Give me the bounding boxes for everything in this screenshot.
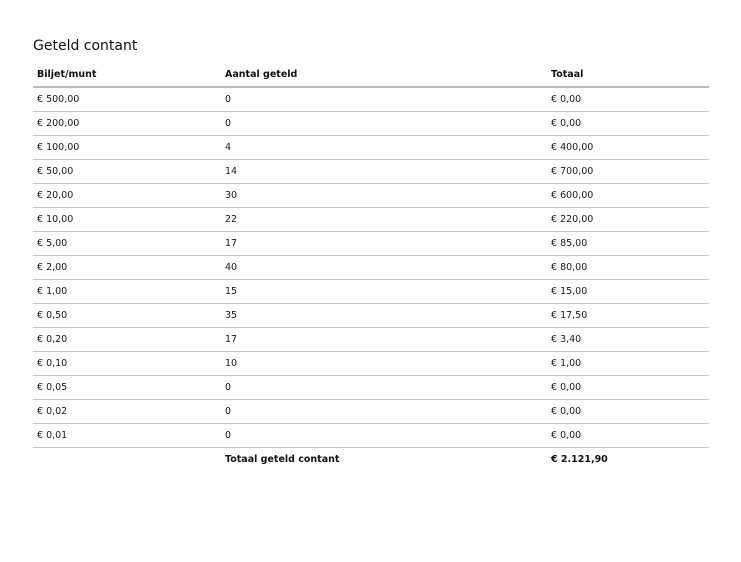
total-cell: € 0,00 (547, 400, 709, 424)
count-cell: 17 (221, 328, 547, 352)
total-cell: € 3,40 (547, 328, 709, 352)
table-header-row (33, 63, 709, 87)
table-row (33, 424, 709, 448)
total-cell: € 600,00 (547, 184, 709, 208)
total-label: Totaal geteld contant (225, 454, 340, 465)
table-row (33, 136, 709, 160)
denomination-cell: € 2,00 (33, 256, 221, 280)
count-cell: 0 (221, 424, 547, 448)
total-row (33, 448, 709, 472)
table-row (33, 280, 709, 304)
count-cell: 4 (221, 136, 547, 160)
denomination-cell: € 200,00 (33, 112, 221, 136)
total-cell: € 0,00 (547, 424, 709, 448)
count-cell: 0 (221, 400, 547, 424)
column-header-denomination: Biljet/munt (33, 63, 221, 87)
total-cell: € 400,00 (547, 136, 709, 160)
table-row (33, 352, 709, 376)
table-row (33, 304, 709, 328)
denomination-cell: € 0,02 (33, 400, 221, 424)
table-row (33, 400, 709, 424)
table-row (33, 256, 709, 280)
count-cell: 30 (221, 184, 547, 208)
count-cell: 0 (221, 112, 547, 136)
table-row (33, 184, 709, 208)
total-cell: € 700,00 (547, 160, 709, 184)
count-cell: 17 (221, 232, 547, 256)
count-cell: 22 (221, 208, 547, 232)
denomination-cell: € 1,00 (33, 280, 221, 304)
denomination-cell: € 0,50 (33, 304, 221, 328)
denomination-cell: € 0,01 (33, 424, 221, 448)
denomination-cell: € 5,00 (33, 232, 221, 256)
count-cell: 35 (221, 304, 547, 328)
count-cell: 14 (221, 160, 547, 184)
denomination-cell: € 0,05 (33, 376, 221, 400)
table-row (33, 232, 709, 256)
count-cell: 0 (221, 376, 547, 400)
table-row (33, 328, 709, 352)
column-header-count: Aantal geteld (221, 63, 547, 87)
column-header-total: Totaal (547, 63, 709, 87)
count-cell: 0 (221, 87, 547, 112)
denomination-cell: € 0,20 (33, 328, 221, 352)
denomination-cell: € 100,00 (33, 136, 221, 160)
table-row (33, 160, 709, 184)
denomination-cell: € 50,00 (33, 160, 221, 184)
count-cell: 15 (221, 280, 547, 304)
total-cell: € 0,00 (547, 376, 709, 400)
denomination-cell: € 500,00 (33, 87, 221, 112)
grand-total-value: € 2.121,90 (551, 454, 608, 465)
table-row (33, 87, 709, 112)
total-cell: € 80,00 (547, 256, 709, 280)
total-cell: € 0,00 (547, 112, 709, 136)
denomination-cell: € 0,10 (33, 352, 221, 376)
total-cell: € 0,00 (547, 87, 709, 112)
denomination-cell: € 20,00 (33, 184, 221, 208)
total-row-empty-cell (33, 448, 221, 472)
denomination-cell: € 10,00 (33, 208, 221, 232)
total-cell: € 17,50 (547, 304, 709, 328)
total-cell: € 220,00 (547, 208, 709, 232)
table-row (33, 208, 709, 232)
table-row (33, 376, 709, 400)
table-row (33, 112, 709, 136)
count-cell: 10 (221, 352, 547, 376)
total-cell: € 1,00 (547, 352, 709, 376)
count-cell: 40 (221, 256, 547, 280)
total-cell: € 85,00 (547, 232, 709, 256)
page-title: Geteld contant (33, 38, 138, 54)
cash-count-table (33, 63, 709, 471)
total-cell: € 15,00 (547, 280, 709, 304)
